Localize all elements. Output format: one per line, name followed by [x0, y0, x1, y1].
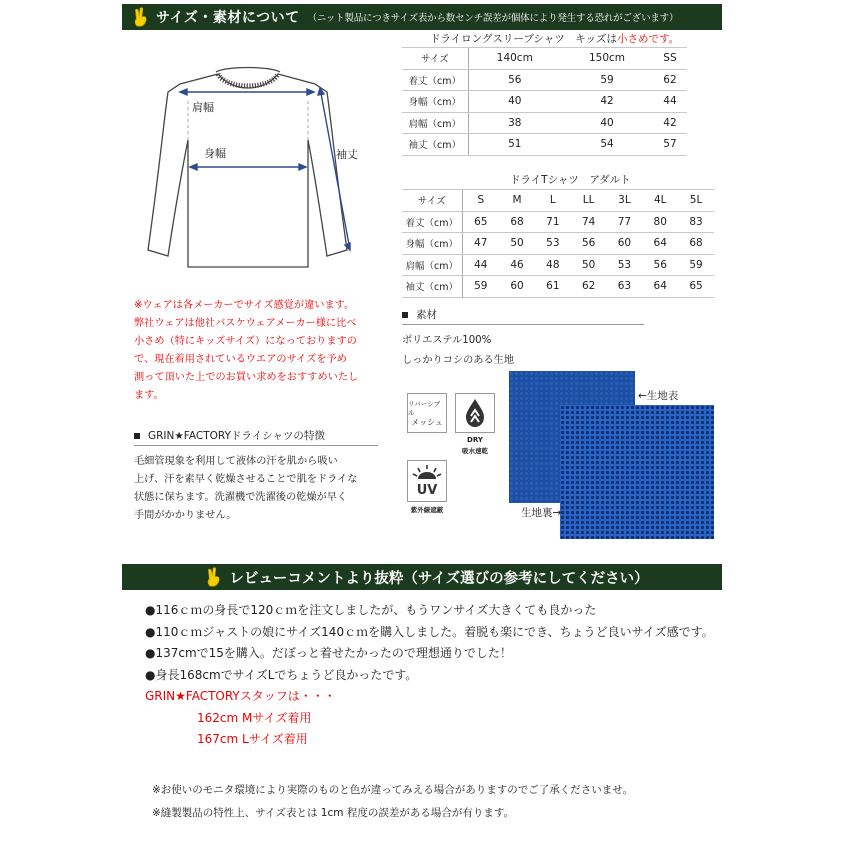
square-bullet-icon — [134, 433, 140, 439]
review-item: ●116ｃｍの身長で120ｃｍを注文しましたが、もうワンサイズ大きくても良かった — [145, 603, 597, 617]
table-cell: 59 — [561, 69, 653, 91]
table-cell: 51 — [468, 134, 561, 156]
header-cell: サイズ — [402, 190, 462, 212]
row-label: 肩幅（cm） — [402, 112, 468, 134]
review-banner — [122, 564, 722, 590]
table-cell: 62 — [653, 69, 687, 91]
row-label: 着丈（cm） — [402, 211, 462, 233]
uv-sun-icon — [407, 460, 447, 502]
table-cell: 53 — [607, 254, 643, 276]
features-heading-text: GRIN★FACTORYドライシャツの特徴 — [148, 430, 325, 442]
table-cell: 50 — [571, 254, 607, 276]
table-cell: 56 — [642, 254, 678, 276]
table-header-row — [402, 190, 714, 212]
dry-icon-caption: 吸水速乾 — [462, 447, 488, 455]
table-row — [402, 211, 714, 233]
uv-icon-text: UV — [416, 483, 438, 498]
row-label: 肩幅（cm） — [402, 254, 462, 276]
table-row — [402, 134, 687, 156]
review-item: ●110ｃｍジャストの娘にサイズ140ｃｍを購入しました。着脱も楽にでき、ちょうど良いサイズ感です。 — [145, 624, 714, 639]
reversible-mesh-icon — [407, 393, 447, 433]
kids-table-title-text: ドライロングスリーブシャツ キッズは — [430, 33, 618, 45]
warning-line: ※ウェアは各メーカーでサイズ感覚が違います。 — [134, 300, 355, 311]
table-row — [402, 254, 714, 276]
body-width-label: 身幅 — [204, 147, 226, 160]
sleeve-label: 袖丈 — [336, 148, 358, 161]
material-line: しっかりコシのある生地 — [402, 355, 515, 366]
table-cell: 56 — [468, 69, 561, 91]
shoulder-label: 肩幅 — [192, 101, 214, 114]
header-cell: 3L — [607, 190, 643, 212]
dry-drop-icon — [455, 393, 495, 433]
square-bullet-icon — [402, 312, 408, 318]
warning-line: で、現在着用されているウエアのサイズを予め — [134, 354, 347, 365]
review-list — [145, 600, 714, 751]
warning-line: 測って頂いた上でのお買い求めをおすすめいたし — [134, 372, 359, 383]
table-cell: 74 — [571, 211, 607, 233]
staff-item: 162cm Mサイズ着用 — [197, 710, 312, 725]
table-cell: 64 — [642, 233, 678, 255]
table-cell: 46 — [499, 254, 535, 276]
row-label: 袖丈（cm） — [402, 276, 462, 298]
table-cell: 42 — [561, 91, 653, 113]
staff-item: 167cm Lサイズ着用 — [197, 732, 308, 746]
table-cell: 62 — [571, 276, 607, 298]
table-cell: 71 — [535, 211, 571, 233]
table-cell: 77 — [607, 211, 643, 233]
fabric-back-label: 生地裏→ — [521, 507, 562, 519]
table-cell: 68 — [678, 233, 714, 255]
table-cell: 53 — [535, 233, 571, 255]
table-cell: 60 — [499, 276, 535, 298]
footnote: ※お使いのモニタ環境により実際のものと色が違ってみえる場合がありますのでご了承くださいませ。 — [152, 784, 633, 796]
table-cell: 60 — [607, 233, 643, 255]
table-cell: 44 — [653, 91, 687, 113]
table-row — [402, 112, 687, 134]
review-item: ●137cmで15を購入。だぼっと着せたかったので理想通りでした！ — [145, 646, 512, 660]
row-label: 袖丈（cm） — [402, 134, 468, 156]
warning-line: 弊社ウェアは他社バスケウェアメーカー様に比べ — [134, 318, 357, 329]
row-label: 身幅（cm） — [402, 91, 468, 113]
table-cell: 61 — [535, 276, 571, 298]
features-line: 毛細管現象を利用して液体の汗を肌から吸い — [134, 456, 338, 467]
table-cell: 44 — [462, 254, 499, 276]
dry-icon-title: DRY — [467, 436, 483, 444]
review-item: ●身長168cmでサイズLでちょうど良かったです。 — [145, 667, 418, 682]
table-cell: 40 — [468, 91, 561, 113]
adult-size-table — [402, 189, 714, 298]
fabric-back-swatch — [560, 405, 714, 539]
table-row — [402, 276, 714, 298]
table-cell: 63 — [607, 276, 643, 298]
footnotes — [152, 779, 633, 825]
fabric-front-label: ←生地表 — [638, 390, 679, 402]
mesh-icon-line: メッシュ — [411, 417, 443, 427]
header-cell: L — [535, 190, 571, 212]
header-cell: M — [499, 190, 535, 212]
material-heading-text: 素材 — [416, 309, 437, 321]
kids-size-table — [402, 47, 687, 156]
table-cell: 80 — [642, 211, 678, 233]
table-cell: 59 — [462, 276, 499, 298]
adult-table-title: ドライTシャツ アダルト — [510, 174, 631, 186]
table-cell: 59 — [678, 254, 714, 276]
header-cell: 140cm — [468, 48, 561, 70]
kids-table-title — [430, 31, 679, 46]
header-cell: LL — [571, 190, 607, 212]
row-label: 身幅（cm） — [402, 233, 462, 255]
table-row — [402, 69, 687, 91]
table-cell: 50 — [499, 233, 535, 255]
banner-title: サイズ・素材について — [156, 10, 300, 26]
staff-heading: GRIN★FACTORYスタッフは・・・ — [145, 689, 336, 703]
table-cell: 38 — [468, 112, 561, 134]
header-cell: S — [462, 190, 499, 212]
material-text — [402, 331, 642, 371]
table-row — [402, 233, 714, 255]
peace-hand-icon — [203, 566, 225, 588]
table-cell: 40 — [561, 112, 653, 134]
table-cell: 47 — [462, 233, 499, 255]
features-line: 状態に保ちます。洗濯機で洗濯後の乾燥が早く — [134, 492, 348, 503]
table-cell: 48 — [535, 254, 571, 276]
header-cell: SS — [653, 48, 687, 70]
header-cell: 150cm — [561, 48, 653, 70]
peace-hand-icon — [130, 6, 152, 28]
material-heading — [402, 307, 644, 325]
features-line: 手間がかかりません。 — [134, 510, 237, 521]
table-cell: 54 — [561, 134, 653, 156]
warning-line: ます。 — [134, 390, 164, 401]
review-banner-title: レビューコメントより抜粋（サイズ選びの参考にしてください） — [229, 570, 649, 587]
header-cell: サイズ — [402, 48, 468, 70]
table-cell: 65 — [462, 211, 499, 233]
footnote: ※縫製製品の特性上、サイズ表とは 1cm 程度の誤差がある場合が有ります。 — [152, 807, 514, 819]
size-warning — [134, 297, 378, 405]
kids-table-title-red: 小さめです。 — [617, 33, 680, 45]
header-cell: 5L — [678, 190, 714, 212]
table-cell: 56 — [571, 233, 607, 255]
features-text — [134, 453, 382, 525]
features-heading — [134, 428, 378, 446]
table-cell: 83 — [678, 211, 714, 233]
size-material-banner — [122, 4, 722, 30]
mesh-icon-line: リバーシブル — [408, 399, 441, 417]
table-header-row — [402, 48, 687, 70]
table-cell: 57 — [653, 134, 687, 156]
table-cell: 65 — [678, 276, 714, 298]
table-cell: 64 — [642, 276, 678, 298]
table-row — [402, 91, 687, 113]
material-line: ポリエステル100% — [402, 335, 492, 346]
table-cell: 68 — [499, 211, 535, 233]
warning-line: 小さめ（特にキッズサイズ）になっておりますの — [134, 336, 357, 347]
header-cell: 4L — [642, 190, 678, 212]
table-cell: 42 — [653, 112, 687, 134]
shirt-diagram — [130, 60, 370, 275]
features-line: 上げ、汗を素早く乾燥させることで肌をドライな — [134, 474, 358, 485]
banner-note: （ニット製品につきサイズ表から数センチ誤差が個体により発生する恐れがございます） — [307, 13, 679, 24]
row-label: 着丈（cm） — [402, 69, 468, 91]
uv-icon-caption: 紫外線遮蔽 — [410, 506, 444, 514]
